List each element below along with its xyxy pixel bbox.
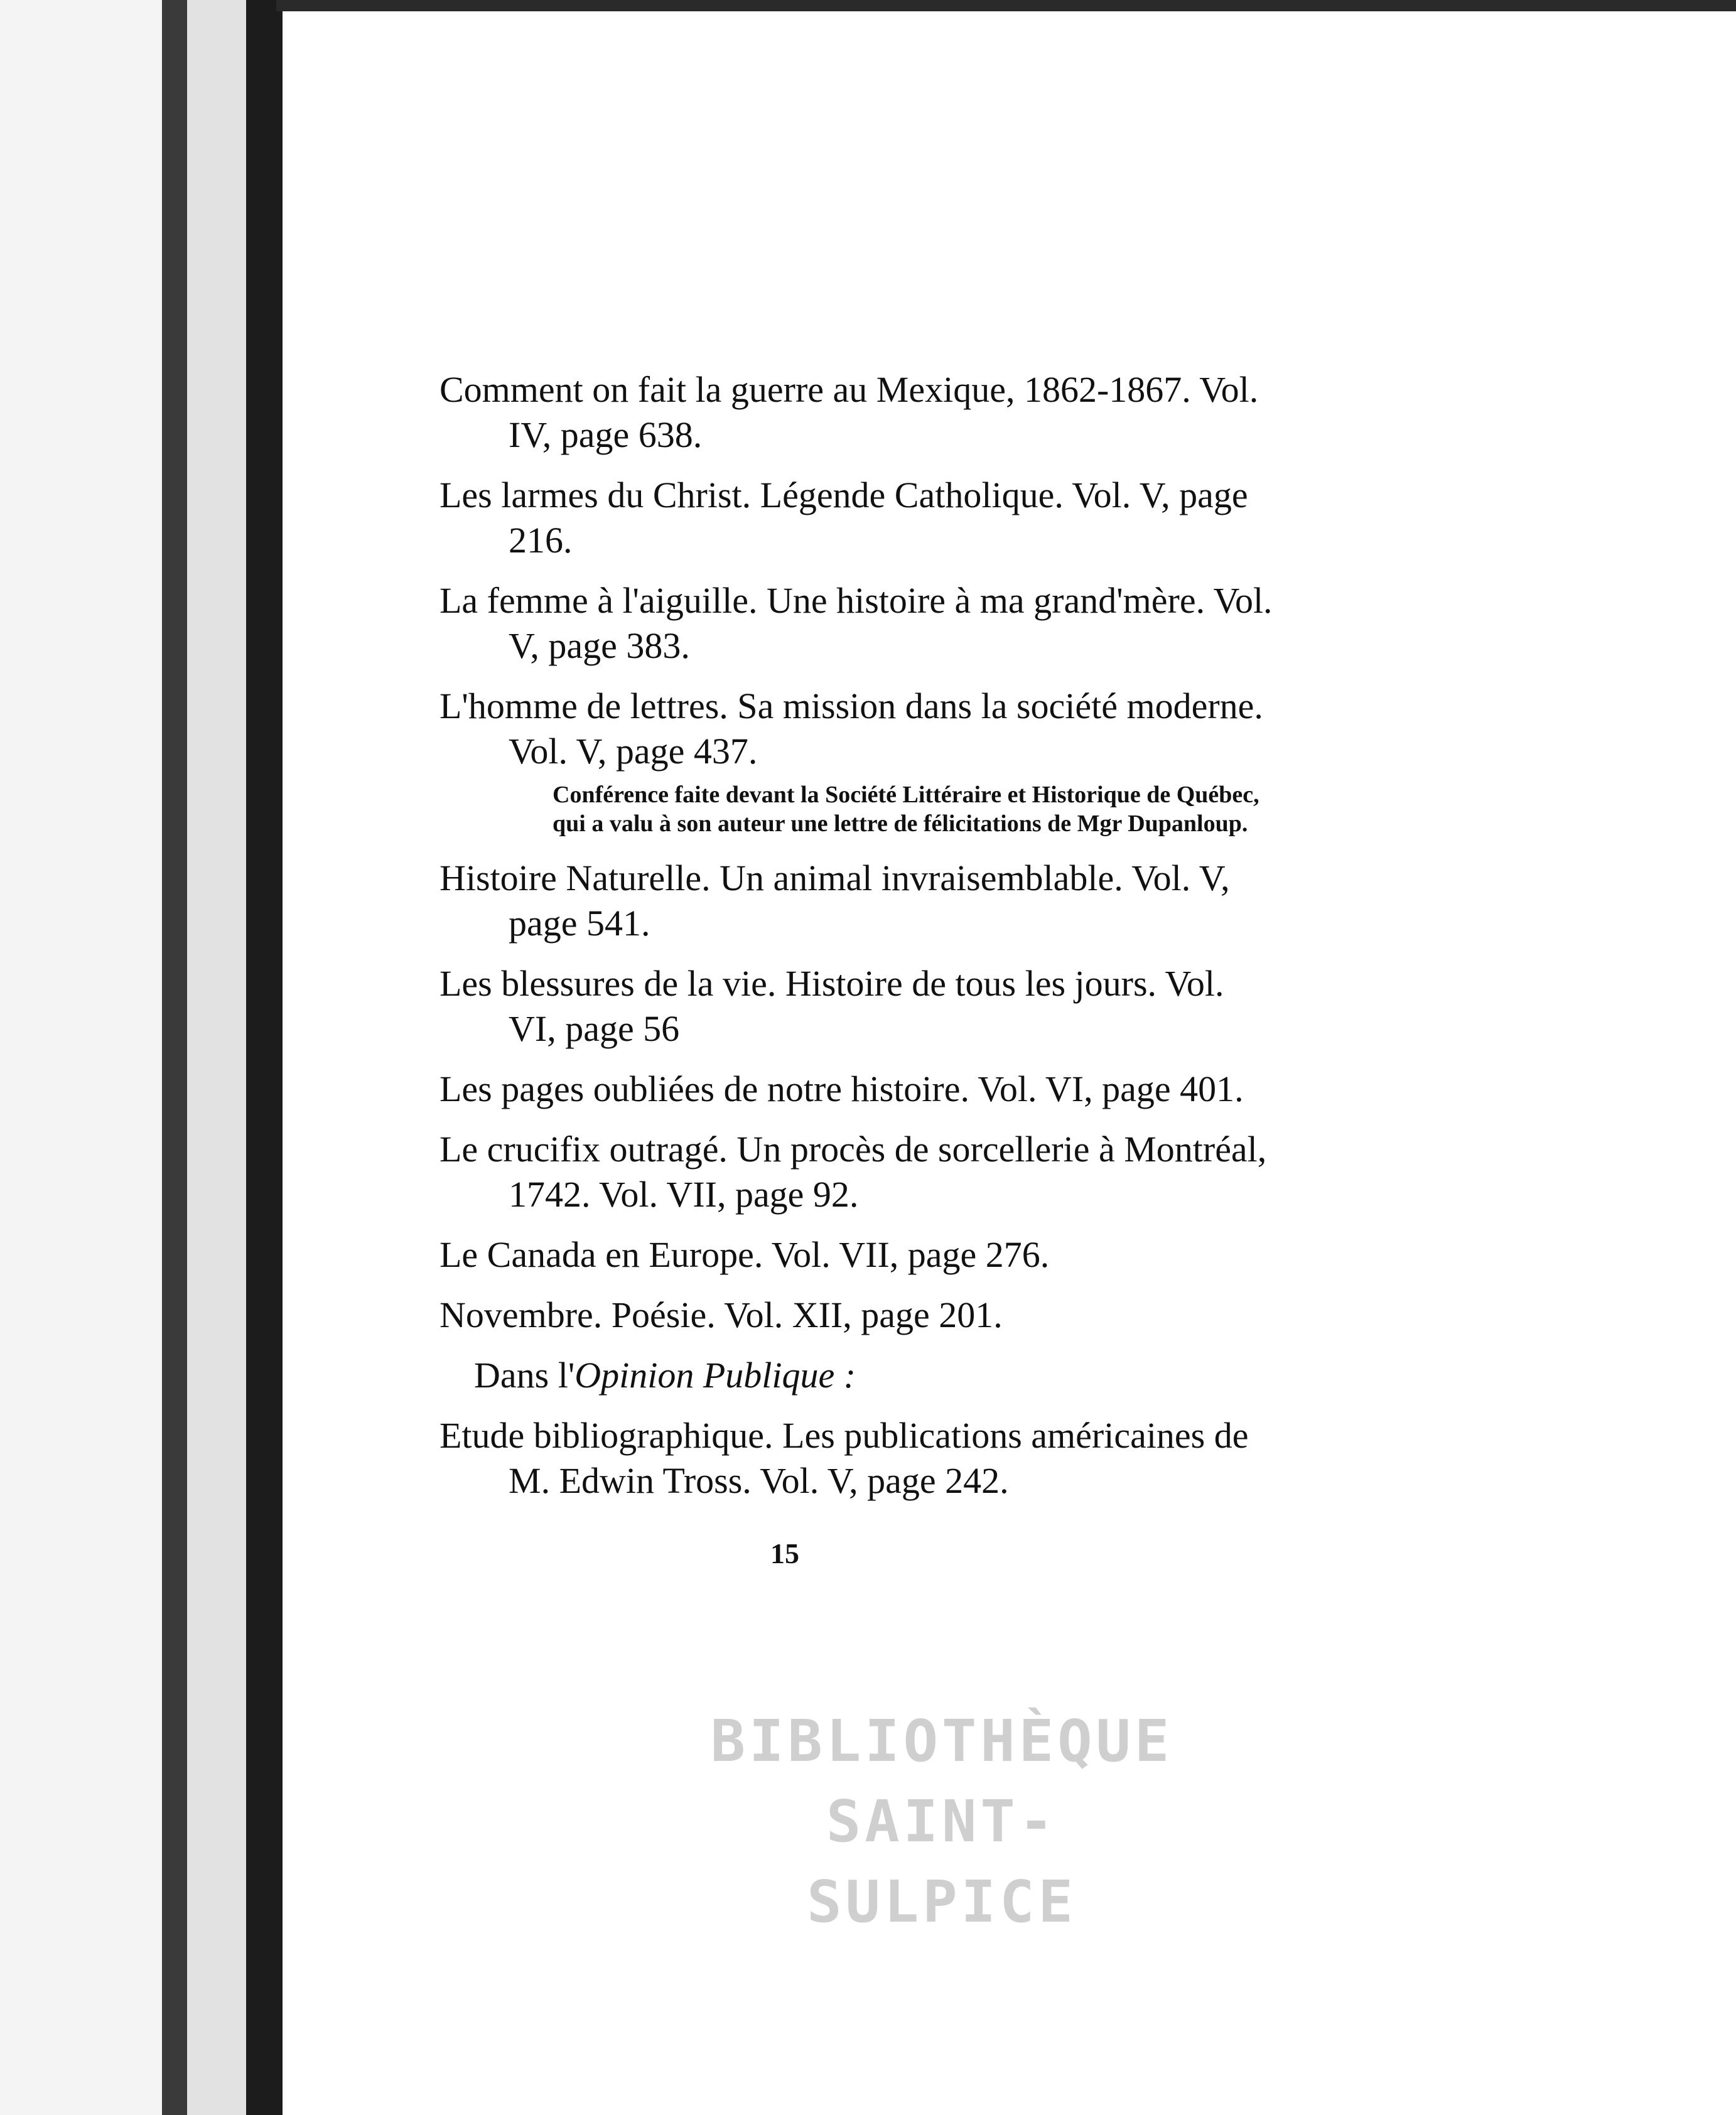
list-item: Histoire Naturelle. Un animal invraisemblable. Vol. V, page 541. (439, 858, 1230, 944)
library-stamp (703, 1701, 1180, 1942)
list-item: La femme à l'aiguille. Une histoire à ma grand'mère. Vol. V, page 383. (439, 580, 1273, 666)
subheading-prefix: Dans l' (474, 1355, 575, 1396)
list-item: Novembre. Poésie. Vol. XII, page 201. (439, 1294, 1003, 1335)
stamp-line-1: BIBLIOTHÈQUE (710, 1708, 1173, 1775)
list-item: Etude bibliographique. Les publications américaines de M. Edwin Tross. Vol. V, page 242. (439, 1415, 1249, 1501)
top-page-edge (276, 0, 1736, 11)
list-item: Les pages oubliées de notre histoire. Vol. VI, page 401. (439, 1068, 1244, 1109)
footnote: Conférence faite devant la Société Littéraire et Historique de Québec, qui a valu à son auteur une lettre de félicitations de Mgr Dupanloup. (553, 782, 1259, 837)
subheading-italic: Opinion Publique : (574, 1355, 856, 1396)
list-item: Le crucifix outragé. Un procès de sorcellerie à Montréal, 1742. Vol. VII, page 92. (439, 1129, 1267, 1215)
list-item: L'homme de lettres. Sa mission dans la société moderne. Vol. V, page 437. (439, 686, 1263, 772)
binding-gutter (0, 0, 179, 2115)
list-item: Les blessures de la vie. Histoire de tous les jours. Vol. VI, page 56 (439, 963, 1224, 1049)
bibliography-list (439, 367, 1275, 1519)
list-item: Le Canada en Europe. Vol. VII, page 276. (439, 1234, 1050, 1275)
page-number: 15 (770, 1537, 799, 1569)
page-edge-shadow (246, 0, 283, 2115)
binding-shadow (162, 0, 187, 2115)
list-item: Les larmes du Christ. Légende Catholique. Vol. V, page 216. (439, 475, 1248, 561)
section-subheading (439, 1353, 1275, 1398)
stamp-line-2: SAINT-SULPICE (807, 1788, 1077, 1935)
list-item: Comment on fait la guerre au Mexique, 1862-1867. Vol. IV, page 638. (439, 369, 1259, 455)
